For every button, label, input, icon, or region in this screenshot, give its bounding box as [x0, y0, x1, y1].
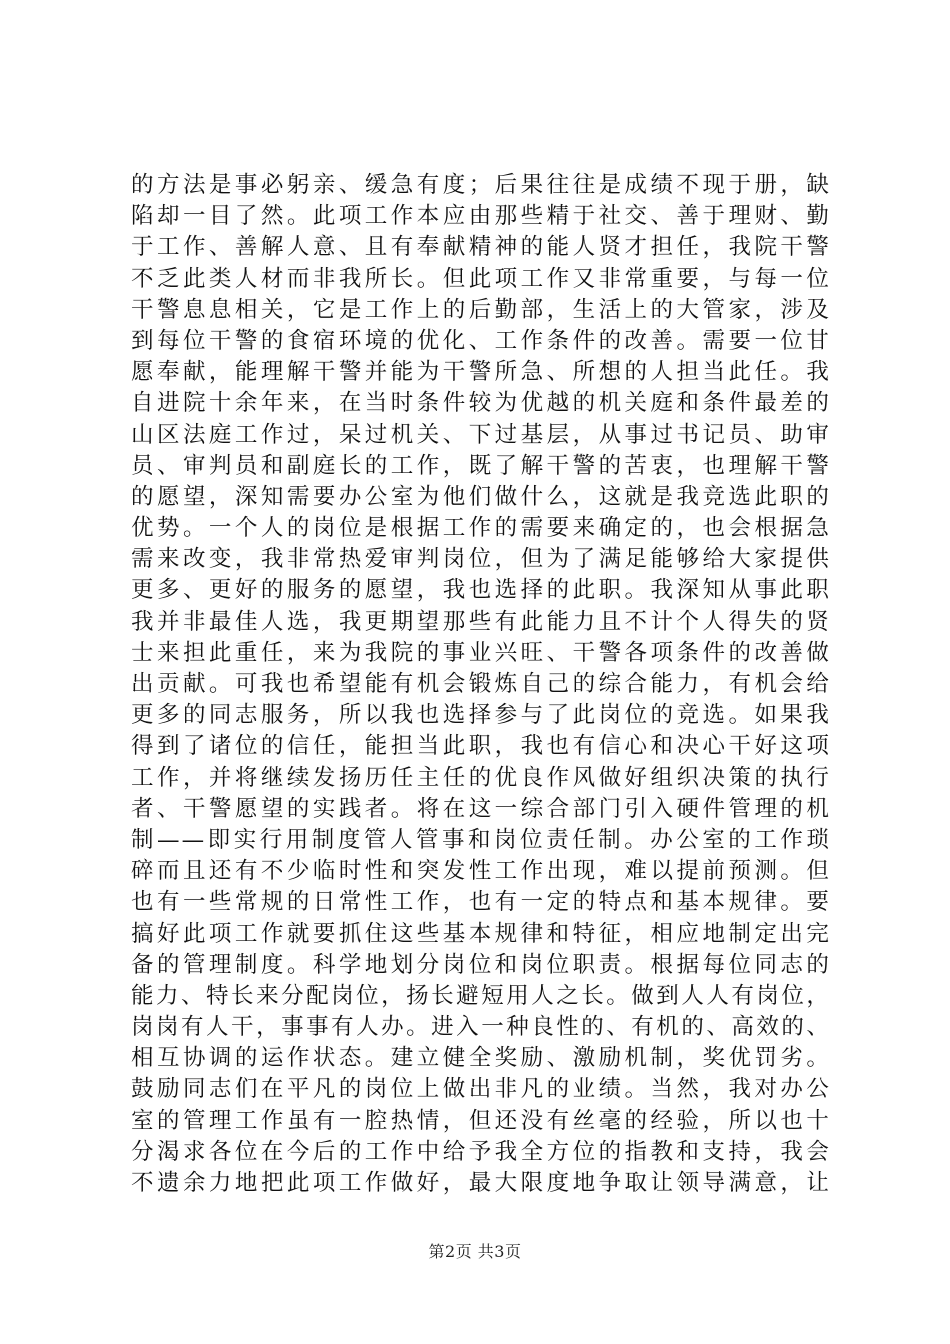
text-line: 自进院十余年来，在当时条件较为优越的机关庭和条件最差的 — [131, 390, 831, 417]
text-line: 搞好此项工作就要抓住这些基本规律和特征，相应地制定出完 — [131, 920, 831, 947]
text-line: 更多的同志服务，所以我也选择参与了此岗位的竞选。如果我 — [131, 702, 831, 729]
text-line: 出贡献。可我也希望能有机会锻炼自己的综合能力，有机会给 — [131, 671, 831, 697]
text-line: 得到了诸位的信任，能担当此职，我也有信心和决心干好这项 — [131, 733, 831, 760]
page-footer: 第2页 共3页 — [428, 1242, 522, 1261]
text-line: 士来担此重任，来为我院的事业兴旺、干警各项条件的改善做 — [131, 639, 831, 666]
text-line: 陷却一目了然。此项工作本应由那些精于社交、善于理财、勤 — [131, 203, 831, 230]
text-line: 的愿望，深知需要办公室为他们做什么，这就是我竞选此职的 — [131, 483, 831, 510]
text-line: 鼓励同志们在平凡的岗位上做出非凡的业绩。当然，我对办公 — [131, 1076, 831, 1103]
text-line: 我并非最佳人选，我更期望那些有此能力且不计个人得失的贤 — [131, 608, 831, 635]
text-line: 愿奉献，能理解干警并能为干警所急、所想的人担当此任。我 — [131, 359, 831, 386]
text-line: 干警息息相关，它是工作上的后勤部，生活上的大管家，涉及 — [131, 296, 831, 323]
text-line: 山区法庭工作过，呆过机关、下过基层，从事过书记员、助审 — [131, 421, 831, 448]
body-text — [131, 170, 831, 1199]
text-line: 到每位干警的食宿环境的优化、工作条件的改善。需要一位甘 — [131, 327, 831, 354]
text-line: 者、干警愿望的实践者。将在这一综合部门引入硬件管理的机 — [131, 795, 831, 822]
text-line: 相互协调的运作状态。建立健全奖励、激励机制，奖优罚劣。 — [131, 1045, 831, 1072]
text-line: 更多、更好的服务的愿望，我也选择的此职。我深知从事此职 — [131, 577, 831, 604]
text-line: 备的管理制度。科学地划分岗位和岗位职责。根据每位同志的 — [131, 951, 831, 978]
text-line: 分渴求各位在今后的工作中给予我全方位的指教和支持，我会 — [131, 1138, 831, 1165]
text-line: 室的管理工作虽有一腔热情，但还没有丝毫的经验，所以也十 — [131, 1107, 831, 1134]
text-line: 不遗余力地把此项工作做好，最大限度地争取让领导满意，让 — [131, 1170, 831, 1196]
text-line: 的方法是事必躬亲、缓急有度；后果往往是成绩不现于册，缺 — [131, 172, 831, 198]
text-line: 制——即实行用制度管人管事和岗位责任制。办公室的工作琐 — [131, 826, 831, 853]
text-line: 岗岗有人干，事事有人办。进入一种良性的、有机的、高效的、 — [131, 1014, 831, 1041]
text-line: 需来改变，我非常热爱审判岗位，但为了满足能够给大家提供 — [131, 546, 831, 573]
text-line: 能力、特长来分配岗位，扬长避短用人之长。做到人人有岗位， — [131, 982, 831, 1009]
text-line: 不乏此类人材而非我所长。但此项工作又非常重要，与每一位 — [131, 265, 831, 292]
text-line: 工作，并将继续发扬历任主任的优良作风做好组织决策的执行 — [131, 764, 831, 791]
text-line: 员、审判员和副庭长的工作，既了解干警的苦衷，也理解干警 — [131, 452, 831, 479]
text-line: 碎而且还有不少临时性和突发性工作出现，难以提前预测。但 — [131, 858, 831, 885]
text-line: 于工作、善解人意、且有奉献精神的能人贤才担任，我院干警 — [131, 234, 831, 261]
text-line: 也有一些常规的日常性工作，也有一定的特点和基本规律。要 — [131, 889, 831, 916]
text-line: 优势。一个人的岗位是根据工作的需要来确定的，也会根据急 — [131, 515, 831, 542]
